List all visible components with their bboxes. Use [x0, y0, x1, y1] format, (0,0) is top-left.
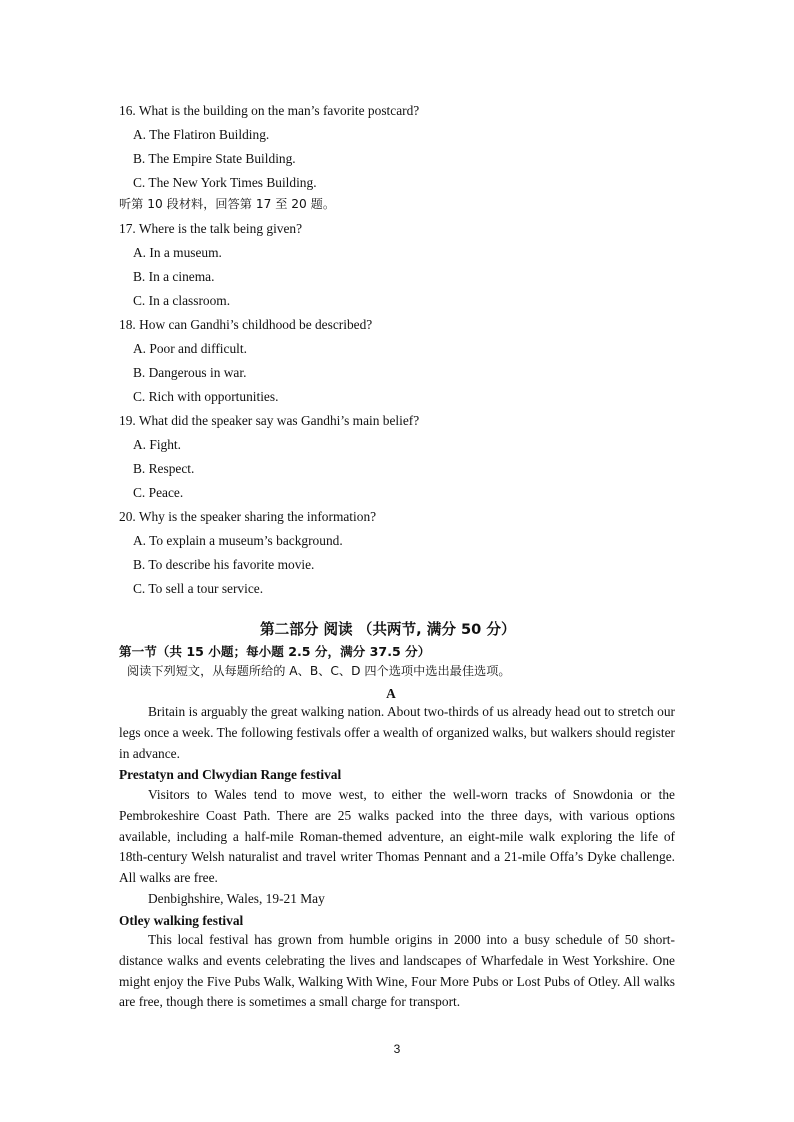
question-20: 20. Why is the speaker sharing the information?	[119, 509, 377, 524]
q16-option-b: B. The Empire State Building.	[133, 151, 296, 166]
page-number: 3	[393, 1042, 401, 1056]
section-one-title: 第一节（共 15 小题；每小题 2.5 分，满分 37.5 分）	[119, 644, 431, 659]
q20-option-a: A. To explain a museum’s background.	[133, 533, 343, 548]
question-19: 19. What did the speaker say was Gandhi’s main belief?	[119, 413, 420, 428]
q16-option-c: C. The New York Times Building.	[133, 175, 317, 190]
reading-instruction: 阅读下列短文，从每题所给的 A、B、C、D 四个选项中选出最佳选项。	[127, 664, 511, 678]
q17-option-a: A. In a museum.	[133, 245, 222, 260]
question-16: 16. What is the building on the man’s favorite postcard?	[119, 103, 420, 118]
q16-option-a: A. The Flatiron Building.	[133, 127, 270, 142]
festival-1-title: Prestatyn and Clwydian Range festival	[119, 767, 342, 782]
q20-option-b: B. To describe his favorite movie.	[133, 557, 315, 572]
part-two-title: 第二部分 阅读 （共两节, 满分 50 分）	[260, 621, 516, 638]
q18-option-c: C. Rich with opportunities.	[133, 389, 279, 404]
festival-2-body: This local festival has grown from humble origins in 2000 into a busy schedule of 50 short-distance walks and events celebrating the lives and landscapes of Wharfedale in West Yorkshire. One might enjoy the Five Pubs Walk, Walking With Wine, Four More Pubs or Lost Pubs of Otley. All walks are free, though there is sometimes a small charge for transport.	[119, 932, 675, 1010]
q19-option-b: B. Respect.	[133, 461, 195, 476]
passage-intro: Britain is arguably the great walking nation. About two-thirds of us already head out to stretch our legs once a week. The following festivals offer a wealth of organized walks, but walkers should register in advance.	[119, 704, 675, 761]
festival-1-location: Denbighshire, Wales, 19-21 May	[148, 891, 325, 906]
q20-option-c: C. To sell a tour service.	[133, 581, 264, 596]
passage-label: A	[386, 686, 396, 701]
festival-1-body: Visitors to Wales tend to move west, to either the well-worn tracks of Snowdonia or the Pembrokeshire Coast Path. There are 25 walks packed into the three days, with various options available, including a half-mile Roman-themed adventure, an eight-mile walk exploring the life of 18th-century Welsh naturalist and travel writer Thomas Pennant and a 21-mile Offa’s Dyke challenge. All walks are free.	[119, 787, 675, 886]
listening-instruction: 听第 10 段材料，回答第 17 至 20 题。	[119, 197, 336, 211]
q17-option-c: C. In a classroom.	[133, 293, 231, 308]
q19-option-c: C. Peace.	[133, 485, 184, 500]
q19-option-a: A. Fight.	[133, 437, 181, 452]
festival-2-title: Otley walking festival	[119, 913, 244, 928]
question-18: 18. How can Gandhi’s childhood be described?	[119, 317, 373, 332]
q17-option-b: B. In a cinema.	[133, 269, 215, 284]
q18-option-a: A. Poor and difficult.	[133, 341, 247, 356]
question-17: 17. Where is the talk being given?	[119, 221, 303, 236]
q18-option-b: B. Dangerous in war.	[133, 365, 247, 380]
